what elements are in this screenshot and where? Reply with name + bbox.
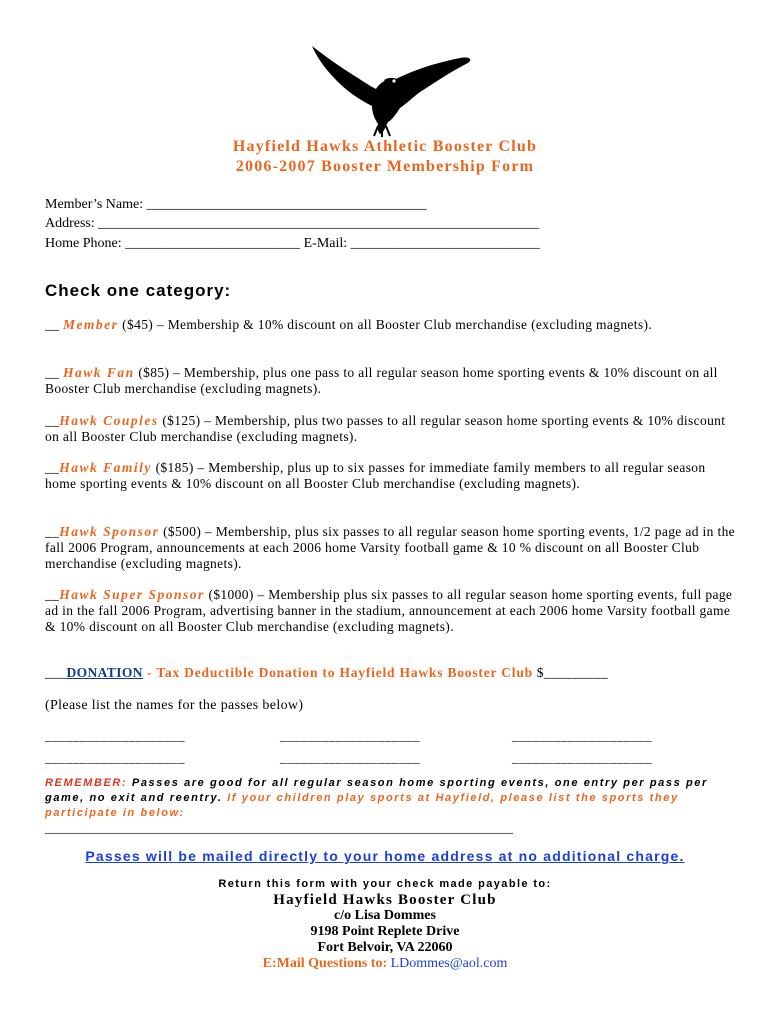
- category-description: ($45) – Membership & 10% discount on all Booster Club merchandise (excluding magnets).: [118, 317, 653, 332]
- hawk-logo: [300, 42, 475, 138]
- category-description: ($125) – Membership, plus two passes to all regular season home sporting events & 10% discount on all Booster Club merchandise (excluding magnets).: [45, 413, 726, 444]
- category-checkbox-blank[interactable]: __: [45, 317, 63, 332]
- category-name: Hawk Fan: [62, 365, 135, 380]
- donation-description: - Tax Deductible Donation to Hayfield Hawks Booster Club: [142, 665, 533, 680]
- pass-name-field[interactable]: ____________________: [512, 750, 652, 765]
- category-checkbox-blank[interactable]: __: [45, 460, 60, 475]
- category-checkbox-blank[interactable]: __: [45, 587, 60, 602]
- category-description: ($185) – Membership, plus up to six passes for immediate family members to all regular season home sporting events & 10% discount on all Booster Club merchandise (excluding magnets).: [45, 460, 706, 491]
- email-contact-label: E:Mail Questions to:: [262, 956, 388, 971]
- passes-instruction: (Please list the names for the passes below): [45, 698, 304, 713]
- address-field[interactable]: Address: _______________________________________________________________: [45, 216, 540, 231]
- pass-name-field[interactable]: ____________________: [512, 728, 652, 743]
- donation-line[interactable]: [45, 665, 608, 681]
- category-checkbox-blank[interactable]: __: [45, 524, 60, 539]
- sports-field[interactable]: ________________________________________________________________________: [45, 820, 513, 835]
- care-of-line: c/o Lisa Dommes: [334, 908, 436, 923]
- pass-name-field[interactable]: ____________________: [280, 750, 420, 765]
- pass-name-field[interactable]: ____________________: [45, 728, 185, 743]
- member-name-field[interactable]: Member’s Name: ________________________________________: [45, 197, 427, 212]
- category-description: ($1000) – Membership plus six passes to all regular season home sporting events, full page ad in the fall 2006 Program, advertising banner in the stadium, announcement at each 2006 home Varsity football game & 10% discount on all Booster Club merchandise (excluding magnets).: [45, 587, 733, 634]
- reminder-label: REMEMBER:: [45, 777, 128, 789]
- mailing-notice: Passes will be mailed directly to your home address at no additional charge.: [85, 848, 685, 864]
- donation-amount-field[interactable]: $_________: [532, 665, 609, 680]
- email-contact-line: [0, 956, 770, 972]
- city-state-zip: Fort Belvoir, VA 22060: [317, 940, 453, 955]
- category-checkbox-blank[interactable]: __: [45, 365, 63, 380]
- category-name: Hawk Couples: [59, 413, 159, 428]
- category-heading: Check one category:: [45, 281, 232, 300]
- reminder-note: [45, 776, 735, 821]
- pass-name-field[interactable]: ____________________: [45, 750, 185, 765]
- category-hawk-family[interactable]: [45, 460, 735, 492]
- form-title: 2006-2007 Booster Membership Form: [235, 158, 535, 175]
- donation-checkbox-blank[interactable]: ___: [45, 665, 67, 680]
- donation-label: DONATION: [66, 665, 143, 680]
- category-hawk-sponsor[interactable]: [45, 524, 735, 572]
- category-hawk-super-sponsor[interactable]: [45, 587, 735, 635]
- category-name: Hawk Super Sponsor: [59, 587, 205, 602]
- reminder-text: Passes are good for all regular season home sporting events, one entry per pass per game, no exit and reentry.: [45, 777, 708, 804]
- category-name: Member: [62, 317, 119, 332]
- street-address: 9198 Point Replete Drive: [310, 924, 460, 939]
- category-hawk-couples[interactable]: [45, 413, 735, 445]
- category-description: ($85) – Membership, plus one pass to all regular season home sporting events & 10% discount on all Booster Club merchandise (excluding magnets).: [45, 365, 718, 396]
- category-checkbox-blank[interactable]: __: [45, 413, 60, 428]
- category-name: Hawk Sponsor: [59, 524, 160, 539]
- pass-name-field[interactable]: ____________________: [280, 728, 420, 743]
- phone-email-field[interactable]: Home Phone: _________________________ E-Mail: ___________________________: [45, 236, 540, 251]
- category-name: Hawk Family: [59, 460, 152, 475]
- return-instruction: Return this form with your check made payable to:: [218, 878, 552, 890]
- category-hawk-fan[interactable]: [45, 365, 735, 397]
- email-link[interactable]: LDommes@aol.com: [390, 956, 508, 971]
- reminder-sports-request: If your children play sports at Hayfield, please list the sports they participate in below:: [45, 792, 679, 819]
- payee-name: Hayfield Hawks Booster Club: [273, 892, 497, 908]
- form-org-title: Hayfield Hawks Athletic Booster Club: [232, 138, 538, 155]
- category-member[interactable]: [45, 317, 735, 333]
- category-description: ($500) – Membership, plus six passes to all regular season home sporting events, 1/2 page ad in the fall 2006 Program, announcements at each 2006 home Varsity football game & 10 % discount on all Booster Club merchandise (excluding magnets).: [45, 524, 736, 571]
